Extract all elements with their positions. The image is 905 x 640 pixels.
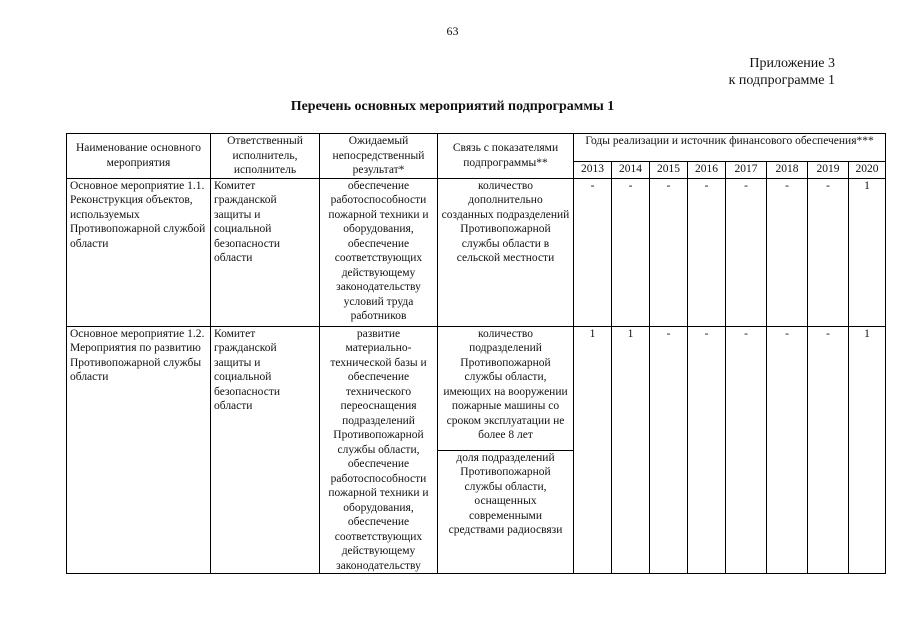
appendix-line-2: к подпрограмме 1 [728,73,835,88]
year-header: 2014 [612,161,650,178]
header-years-group: Годы реализации и источник финансового обеспечения*** [574,134,886,162]
measures-table [66,133,886,574]
appendix-line-1: Приложение 3 [749,56,835,71]
year-value: - [650,178,688,326]
year-value: 1 [849,326,886,574]
year-value: - [688,178,726,326]
measure-indicator: количество дополнительно созданных подразделений Противопожарной службы области в сельской местности [438,178,574,326]
header-indicators: Связь с показателями подпрограммы** [438,134,574,179]
year-value: - [726,326,767,574]
year-header: 2018 [767,161,808,178]
year-header: 2017 [726,161,767,178]
year-value: - [767,178,808,326]
year-value: - [574,178,612,326]
year-value: 1 [612,326,650,574]
year-header: 2016 [688,161,726,178]
measure-result: развитие материально-технической базы и обеспечение технического переоснащения подразделений Противопожарной службы области, обеспечение работоспособности пожарной техники и оборудования, обеспечение соответствующих действующему законодательству [320,326,438,574]
measure-result: обеспечение работоспособности пожарной техники и оборудования, обеспечение соответствующих действующему законодательству условий труда работников [320,178,438,326]
year-header: 2015 [650,161,688,178]
year-value: - [808,178,849,326]
appendix-caption [729,55,835,89]
measure-executor: Комитет гражданской защиты и социальной безопасности области [211,326,320,574]
year-value: - [726,178,767,326]
year-value: 1 [849,178,886,326]
header-result: Ожидаемый непосредственный результат* [320,134,438,179]
year-header: 2020 [849,161,886,178]
table-row [67,326,886,450]
measure-name: Основное мероприятие 1.1. Реконструкция объектов, используемых Противопожарной службой области [67,178,211,326]
measure-name: Основное мероприятие 1.2. Мероприятия по развитию Противопожарной службы области [67,326,211,574]
measure-indicator: количество подразделений Противопожарной службы области, имеющих на вооружении пожарные машины со сроком эксплуатации не более 8 лет [438,326,574,450]
year-header: 2013 [574,161,612,178]
year-value: - [612,178,650,326]
document-title: Перечень основных мероприятий подпрограммы 1 [290,99,615,114]
year-value: - [650,326,688,574]
year-value: 1 [574,326,612,574]
year-header: 2019 [808,161,849,178]
header-executor: Ответственный исполнитель, исполнитель [211,134,320,179]
header-name: Наименование основного мероприятия [67,134,211,179]
page-number: 63 [446,24,459,38]
measure-indicator: доля подразделений Противопожарной службы области, оснащенных современными средствами радиосвязи [438,450,574,573]
year-value: - [767,326,808,574]
year-value: - [688,326,726,574]
measure-executor: Комитет гражданской защиты и социальной безопасности области [211,178,320,326]
table-row [67,178,886,326]
year-value: - [808,326,849,574]
